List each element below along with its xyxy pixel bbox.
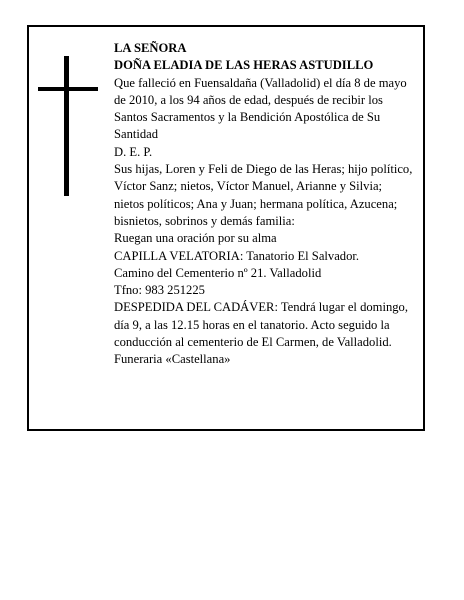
phone-number: Tfno: 983 251225 [114,283,205,298]
chapel-address: Camino del Cementerio nº 21. Valladolid [114,265,322,280]
cross-horizontal-bar [38,87,98,91]
cross-vertical-bar [64,56,69,196]
cross-icon [38,56,98,196]
deceased-name: DOÑA ELADIA DE LAS HERAS ASTUDILLO [114,58,374,73]
prayer-request: Ruegan una oración por su alma [114,231,277,246]
rip-line: D. E. P. [114,144,153,159]
funeral-home: Funeraria «Castellana» [114,352,231,367]
death-details: Que falleció en Fuensaldaña (Valladolid) el día 8 de mayo de 2010, a los 94 años de edad, después de recibir los Santos Sacramentos y la Bendición Apostólica de Su Santidad [114,75,407,142]
title-line-1: LA SEÑORA [114,41,187,55]
chapel-info: CAPILLA VELATORIA: Tanatorio El Salvador. [114,248,360,263]
family-list: Sus hijas, Loren y Feli de Diego de las Heras; hijo político, Víctor Sanz; nietos, Víctor Manuel, Arianne y Silvia; nietos políticos; Ana y Juan; hermana política, Azucena; bisnietos, sobrinos y demás familia: [114,162,413,228]
obituary-text [114,40,414,369]
farewell-info: DESPEDIDA DEL CADÁVER: Tendrá lugar el domingo, día 9, a las 12.15 horas en el tanatorio. Acto seguido la conducción al cementerio de El Carmen, de Valladolid. [114,300,408,350]
